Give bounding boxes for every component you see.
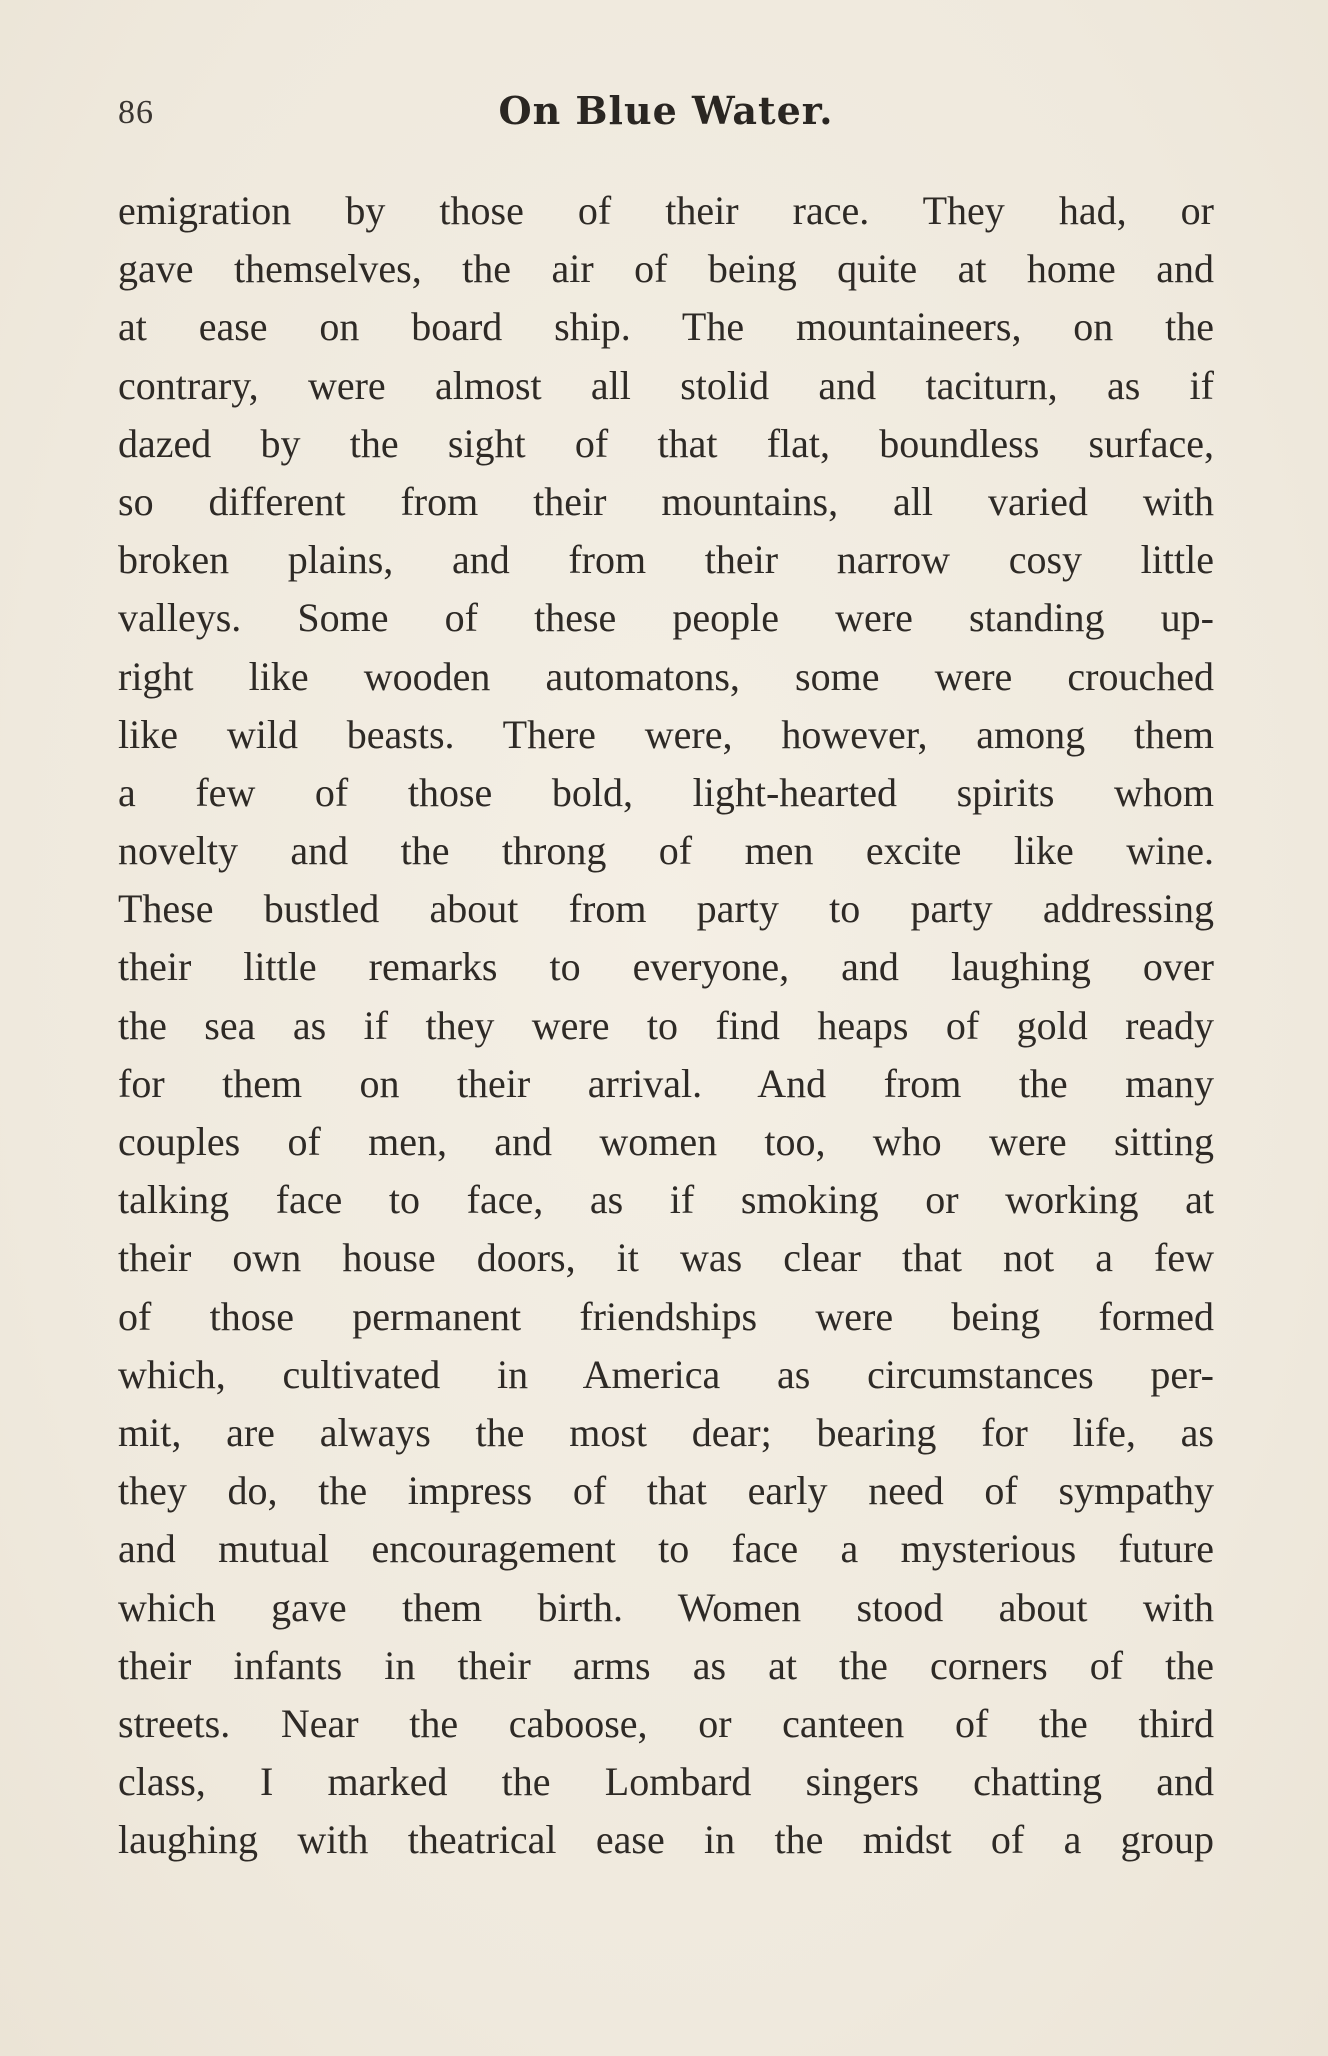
text-line: broken plains, and from their narrow cosy little	[118, 537, 1214, 583]
text-line: streets. Near the caboose, or canteen of the third	[118, 1700, 1214, 1746]
text-line: at ease on board ship. The mountaineers, on the	[118, 304, 1214, 350]
text-line: emigration by those of their race. They had, or	[118, 188, 1214, 233]
text-line: gave themselves, the air of being quite at home and	[118, 246, 1214, 292]
text-line: their own house doors, it was clear that not a few	[118, 1235, 1214, 1281]
text-line: like wild beasts. There were, however, among them	[118, 711, 1214, 757]
text-line: These bustled about from party to party addressing	[118, 886, 1214, 932]
page-header	[118, 88, 1214, 144]
text-line: a few of those bold, light-hearted spirits whom	[118, 769, 1214, 815]
text-line: couples of men, and women too, who were sitting	[118, 1119, 1214, 1164]
text-line: dazed by the sight of that flat, boundless surface,	[118, 420, 1214, 466]
text-line: so different from their mountains, all varied with	[118, 478, 1214, 524]
text-line: talking face to face, as if smoking or working at	[118, 1177, 1214, 1223]
text-line: right like wooden automatons, some were crouched	[118, 653, 1214, 699]
text-line: their infants in their arms as at the corners of the	[118, 1642, 1214, 1688]
text-line: mit, are always the most dear; bearing for life, as	[118, 1409, 1214, 1455]
text-line: valleys. Some of these people were standing up-	[118, 595, 1214, 641]
text-line: and mutual encouragement to face a mysterious future	[118, 1526, 1214, 1572]
text-line: their little remarks to everyone, and laughing over	[118, 944, 1214, 990]
text-line: for them on their arrival. And from the many	[118, 1060, 1214, 1106]
text-line: class, I marked the Lombard singers chatting and	[118, 1759, 1214, 1805]
running-title: On Blue Water.	[498, 88, 834, 133]
page-number: 86	[118, 94, 154, 131]
text-line: the sea as if they were to find heaps of gold ready	[118, 1002, 1214, 1048]
text-line: which gave them birth. Women stood about with	[118, 1584, 1214, 1630]
text-line: novelty and the throng of men excite like wine.	[118, 828, 1214, 874]
text-line: of those permanent friendships were being formed	[118, 1293, 1214, 1339]
text-line: laughing with theatrical ease in the midst of a group	[118, 1817, 1214, 1863]
text-line: they do, the impress of that early need of sympathy	[118, 1468, 1214, 1514]
text-line: which, cultivated in America as circumstances per-	[118, 1351, 1214, 1397]
text-line: contrary, were almost all stolid and taciturn, as if	[118, 362, 1214, 408]
body-text	[118, 182, 1214, 1869]
